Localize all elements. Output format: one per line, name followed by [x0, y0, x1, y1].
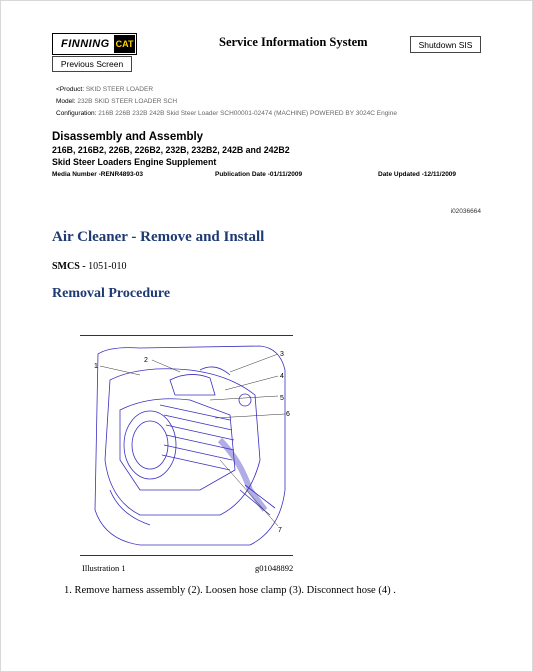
cat-logo-badge: CAT [114, 35, 135, 53]
media-number: Media Number -RENR4893-03 [52, 171, 144, 178]
air-cleaner-illustration [80, 340, 293, 552]
step-1: 1. Remove harness assembly (2). Loosen hose clamp (3). Disconnect hose (4) . [64, 585, 396, 596]
publication-date: Publication Date -01/11/2009 [215, 171, 303, 178]
callout-line-4 [225, 376, 278, 390]
harness-assembly [170, 374, 215, 395]
hose-top [200, 367, 230, 375]
illustration-bottom-rule [80, 555, 293, 556]
callout-1: 1 [94, 363, 98, 370]
section-heading: Air Cleaner - Remove and Install [52, 229, 265, 245]
illustration-id: g01048892 [255, 563, 294, 573]
configuration-value: 216B 226B 232B 242B Skid Steer Loader SCH00001-02474 (MACHINE) POWERED BY 3024C Engine [98, 110, 397, 117]
configuration-line [56, 110, 397, 117]
callout-line-5 [210, 396, 278, 400]
document-models: 216B, 216B2, 226B, 226B2, 232B, 232B2, 242B and 242B2 [52, 145, 290, 155]
previous-screen-button[interactable]: Previous Screen [52, 56, 132, 72]
callout-line-2 [152, 360, 180, 372]
air-cleaner-inner-cap [132, 421, 168, 469]
callout-5: 5 [280, 395, 284, 402]
callout-2: 2 [144, 357, 148, 364]
removal-procedure-heading: Removal Procedure [52, 286, 171, 301]
document-subtitle: Skid Steer Loaders Engine Supplement [52, 157, 217, 167]
callout-line-3 [230, 354, 278, 372]
callout-4: 4 [280, 373, 284, 380]
callout-3: 3 [280, 351, 284, 358]
hose-clamp-circle [239, 394, 251, 406]
model-value: 232B SKID STEER LOADER SCH [77, 98, 178, 105]
smcs-value: 1051-010 [88, 261, 127, 272]
document-id: i02036664 [450, 208, 481, 215]
model-line [56, 98, 177, 105]
document-title: Disassembly and Assembly [52, 131, 204, 143]
illustration-top-rule [80, 335, 293, 336]
shutdown-sis-button[interactable]: Shutdown SIS [410, 36, 481, 53]
smcs-label: SMCS - [52, 261, 86, 272]
configuration-label: Configuration: [56, 110, 97, 117]
date-updated: Date Updated -12/11/2009 [378, 171, 457, 178]
callout-line-1 [100, 366, 140, 375]
air-cleaner-housing [120, 399, 235, 490]
model-label: Model: [56, 98, 76, 105]
callout-6: 6 [286, 411, 290, 418]
callout-7: 7 [278, 527, 282, 534]
product-line [56, 86, 153, 93]
system-title: Service Information System [219, 35, 368, 49]
lower-bracket [110, 490, 150, 525]
callout-line-6 [215, 414, 285, 418]
filter-ribs [160, 405, 234, 470]
finning-cat-logo [52, 33, 137, 55]
callout-line-7 [220, 460, 278, 526]
illustration-label: Illustration 1 [82, 563, 126, 573]
product-label: <Product: [56, 86, 85, 93]
product-value: SKID STEER LOADER [85, 86, 154, 93]
engine-body-outline [105, 369, 260, 515]
finning-logo-text: FINNING [61, 38, 110, 50]
smcs-code [52, 261, 126, 272]
